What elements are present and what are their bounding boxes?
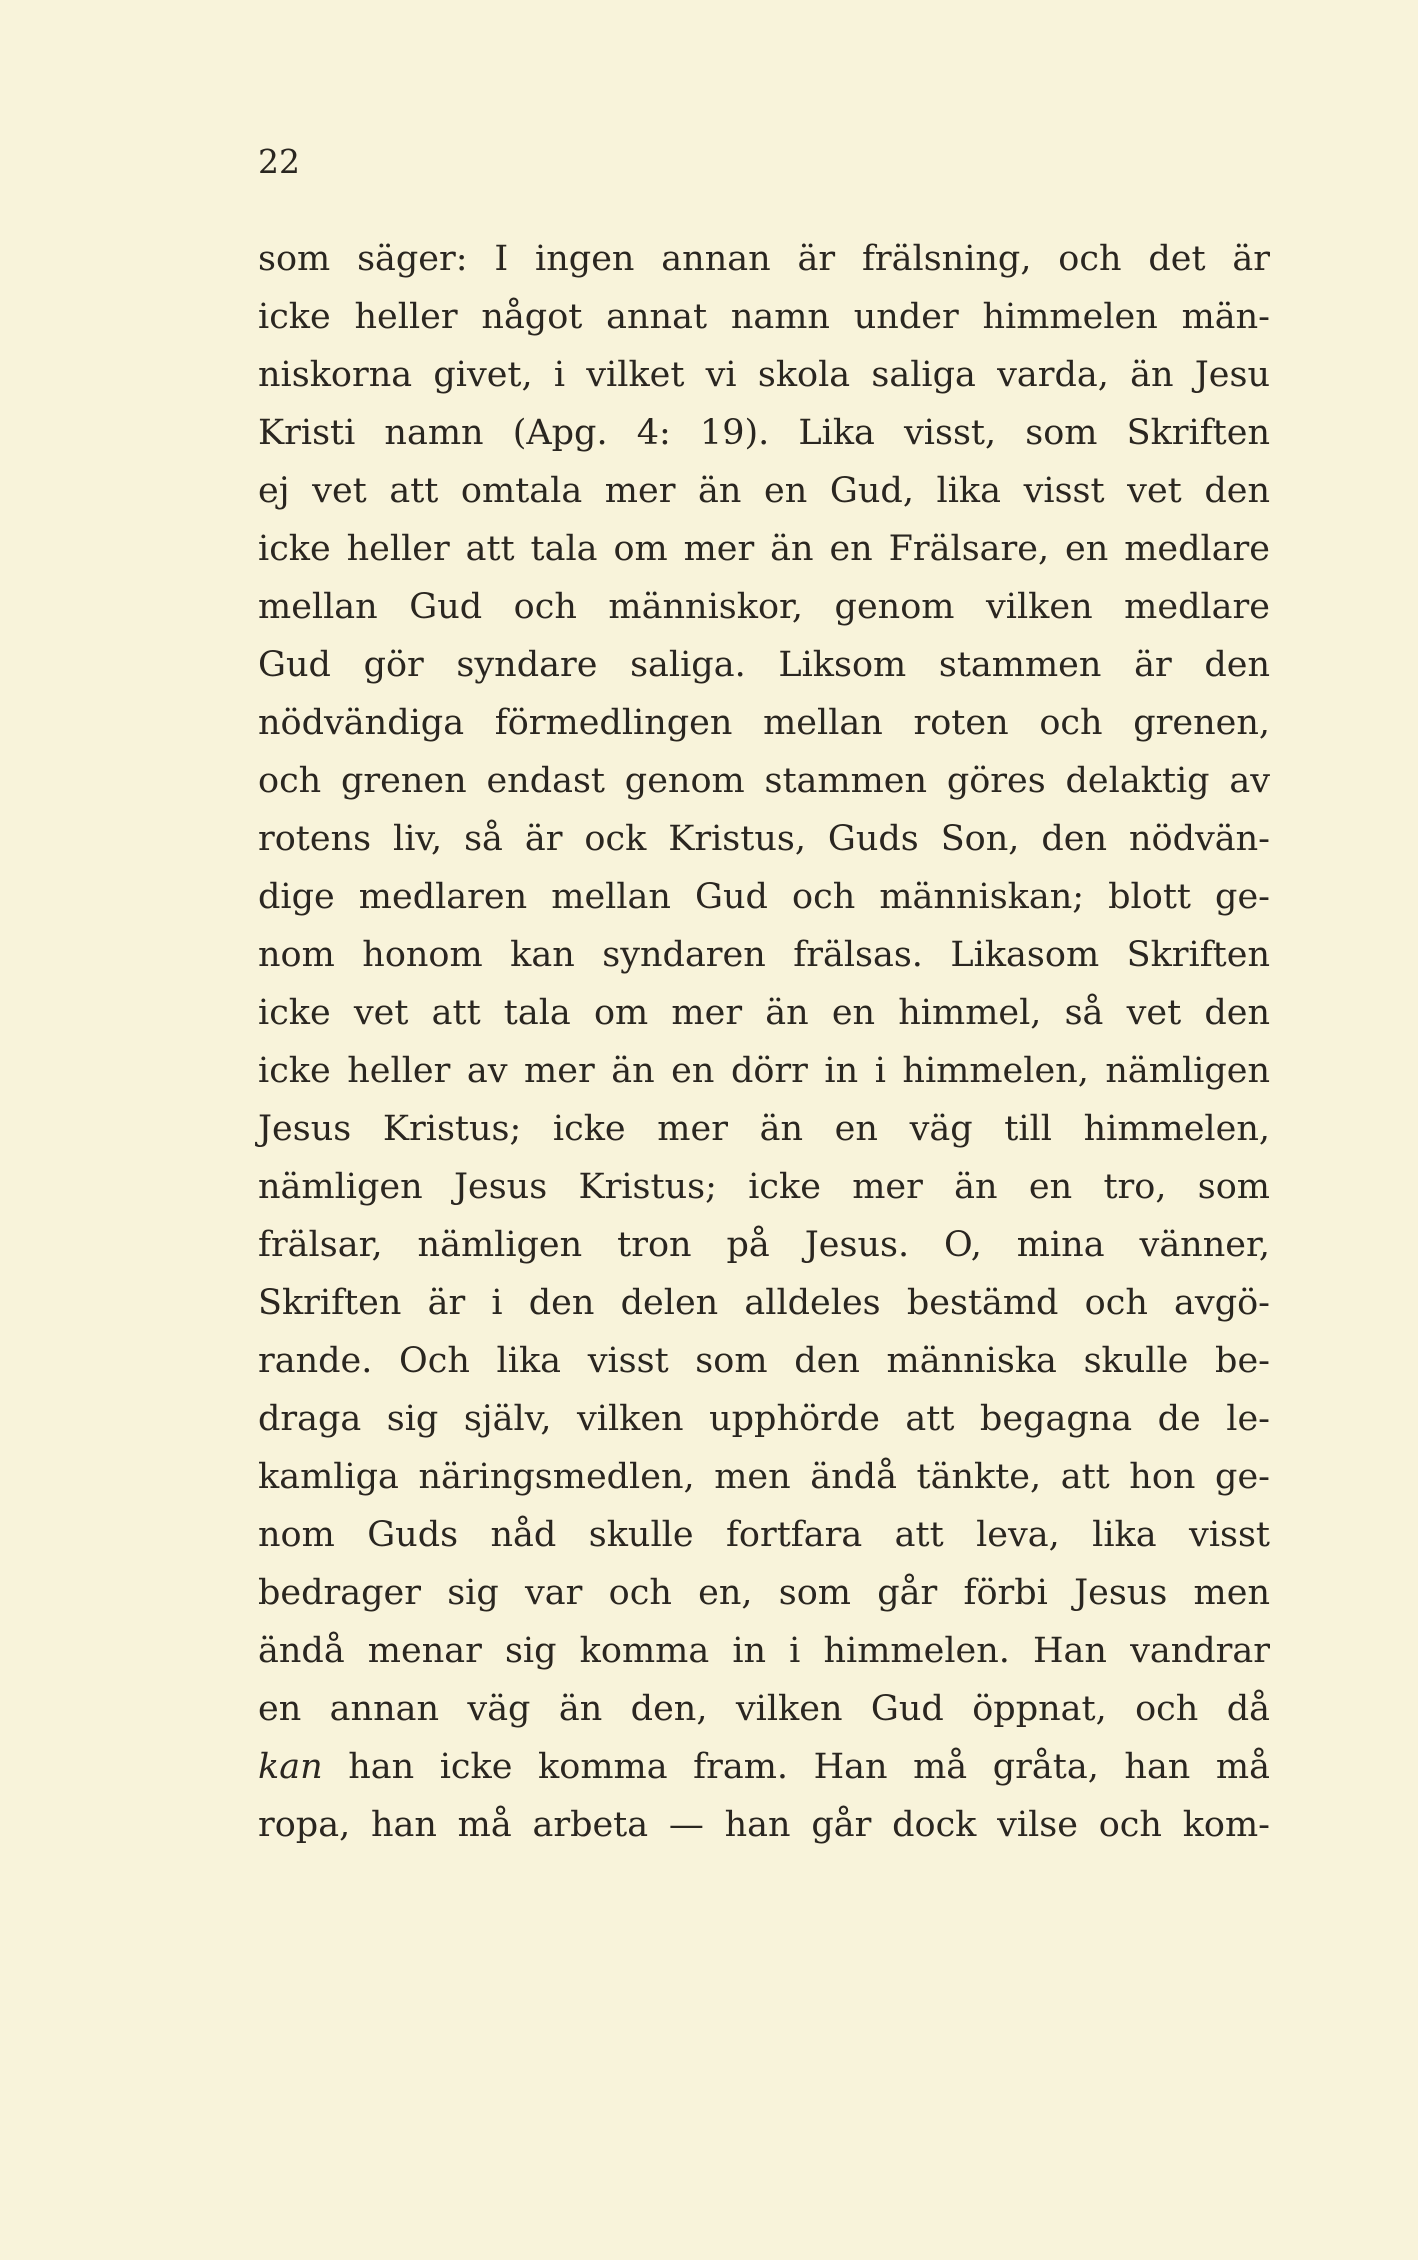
text-line: icke heller något annat namn under himmelen män-	[258, 297, 1270, 337]
text-line: rotens liv, så är ock Kristus, Guds Son, den nödvän-	[258, 819, 1270, 859]
text-line: Jesus Kristus; icke mer än en väg till himmelen,	[258, 1109, 1270, 1149]
text-line: kamliga näringsmedlen, men ändå tänkte, att hon ge-	[258, 1457, 1270, 1497]
text-line	[258, 1738, 1270, 1796]
text-line: ändå menar sig komma in i himmelen. Han vandrar	[258, 1631, 1270, 1671]
text-line: draga sig själv, vilken upphörde att begagna de le-	[258, 1399, 1270, 1439]
text-line: icke heller att tala om mer än en Frälsare, en medlare	[258, 529, 1270, 569]
text-line: mellan Gud och människor, genom vilken medlare	[258, 587, 1270, 627]
text-line: rande. Och lika visst som den människa skulle be-	[258, 1341, 1270, 1381]
text-line: en annan väg än den, vilken Gud öppnat, och då	[258, 1689, 1270, 1729]
text-line: nom honom kan syndaren frälsas. Likasom Skriften	[258, 935, 1270, 975]
text-line: nämligen Jesus Kristus; icke mer än en tro, som	[258, 1167, 1270, 1207]
body-text	[258, 230, 1270, 1854]
text-line: ropa, han må arbeta — han går dock vilse och kom-	[258, 1805, 1270, 1845]
text-line: niskorna givet, i vilket vi skola saliga varda, än Jesu	[258, 355, 1270, 395]
text-line: nödvändiga förmedlingen mellan roten och grenen,	[258, 703, 1270, 743]
text-line: dige medlaren mellan Gud och människan; blott ge-	[258, 877, 1270, 917]
text-line: Kristi namn (Apg. 4: 19). Lika visst, som Skriften	[258, 413, 1270, 453]
line-rest: han icke komma fram. Han må gråta, han må	[322, 1747, 1270, 1787]
text-line: icke heller av mer än en dörr in i himmelen, nämligen	[258, 1051, 1270, 1091]
text-line: och grenen endast genom stammen göres delaktig av	[258, 761, 1270, 801]
text-line: ej vet att omtala mer än en Gud, lika visst vet den	[258, 471, 1270, 511]
text-line: nom Guds nåd skulle fortfara att leva, lika visst	[258, 1515, 1270, 1555]
italic-word: kan	[258, 1747, 323, 1787]
text-line: Gud gör syndare saliga. Liksom stammen är den	[258, 645, 1270, 685]
text-line: som säger: I ingen annan är frälsning, och det är	[258, 239, 1270, 279]
text-line: Skriften är i den delen alldeles bestämd och avgö-	[258, 1283, 1270, 1323]
text-line: icke vet att tala om mer än en himmel, så vet den	[258, 993, 1270, 1033]
text-line: frälsar, nämligen tron på Jesus. O, mina vänner,	[258, 1225, 1270, 1265]
text-line: bedrager sig var och en, som går förbi Jesus men	[258, 1573, 1270, 1613]
page-number: 22	[258, 142, 300, 181]
